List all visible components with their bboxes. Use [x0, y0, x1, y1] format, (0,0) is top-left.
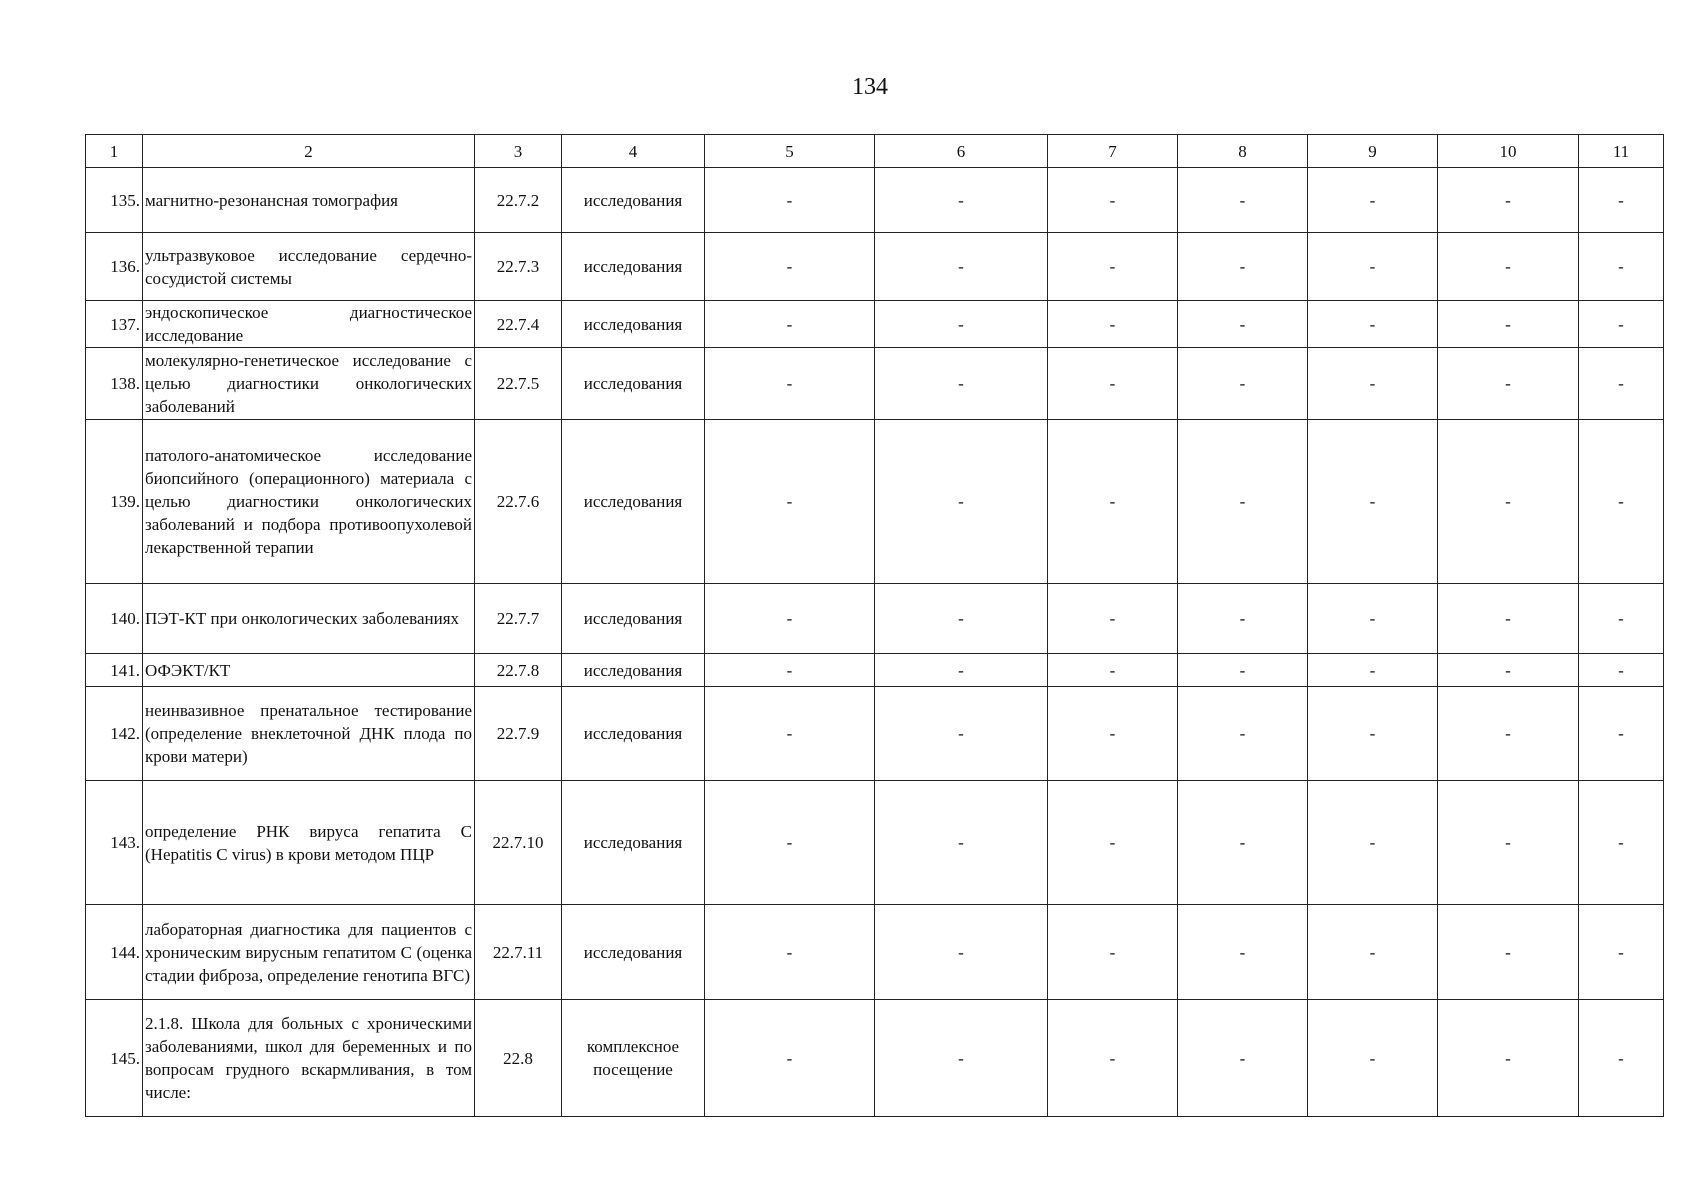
- value-cell: -: [1579, 168, 1664, 233]
- service-name-cell: магнитно-резонансная томография: [143, 168, 475, 233]
- value-cell: -: [1438, 687, 1579, 781]
- table-row: [86, 654, 1664, 687]
- header-row: [86, 135, 1664, 168]
- value-cell: -: [1178, 781, 1308, 905]
- value-cell: -: [1178, 168, 1308, 233]
- row-number-cell: 137.: [86, 301, 143, 348]
- unit-cell: исследования: [562, 233, 705, 301]
- value-cell: -: [875, 168, 1048, 233]
- value-cell: -: [875, 687, 1048, 781]
- data-table: [85, 134, 1664, 1117]
- unit-cell: комплексное посещение: [562, 1000, 705, 1117]
- value-cell: -: [705, 420, 875, 584]
- unit-cell: исследования: [562, 654, 705, 687]
- value-cell: -: [705, 687, 875, 781]
- value-cell: -: [875, 905, 1048, 1000]
- code-cell: 22.8: [475, 1000, 562, 1117]
- unit-cell: исследования: [562, 348, 705, 420]
- value-cell: -: [1438, 1000, 1579, 1117]
- value-cell: -: [1178, 420, 1308, 584]
- header-cell: 7: [1048, 135, 1178, 168]
- row-number-cell: 143.: [86, 781, 143, 905]
- value-cell: -: [1438, 301, 1579, 348]
- service-name-cell: лабораторная диагностика для пациентов с хроническим вирусным гепатитом С (оценка стадии фиброза, определение генотипа ВГС): [143, 905, 475, 1000]
- value-cell: -: [875, 584, 1048, 654]
- value-cell: -: [1438, 233, 1579, 301]
- code-cell: 22.7.5: [475, 348, 562, 420]
- row-number-cell: 135.: [86, 168, 143, 233]
- header-cell: 4: [562, 135, 705, 168]
- row-number-cell: 140.: [86, 584, 143, 654]
- service-name-cell: ОФЭКТ/КТ: [143, 654, 475, 687]
- header-cell: 6: [875, 135, 1048, 168]
- unit-cell: исследования: [562, 301, 705, 348]
- value-cell: -: [1048, 654, 1178, 687]
- value-cell: -: [1438, 905, 1579, 1000]
- value-cell: -: [1048, 420, 1178, 584]
- row-number-cell: 142.: [86, 687, 143, 781]
- unit-cell: исследования: [562, 168, 705, 233]
- value-cell: -: [1308, 781, 1438, 905]
- value-cell: -: [1579, 781, 1664, 905]
- value-cell: -: [1308, 905, 1438, 1000]
- code-cell: 22.7.6: [475, 420, 562, 584]
- value-cell: -: [1438, 348, 1579, 420]
- code-cell: 22.7.7: [475, 584, 562, 654]
- table-body: [86, 135, 1664, 1117]
- header-cell: 8: [1178, 135, 1308, 168]
- table-row: [86, 348, 1664, 420]
- value-cell: -: [1048, 584, 1178, 654]
- value-cell: -: [705, 233, 875, 301]
- value-cell: -: [1048, 687, 1178, 781]
- header-cell: 11: [1579, 135, 1664, 168]
- row-number-cell: 136.: [86, 233, 143, 301]
- unit-cell: исследования: [562, 584, 705, 654]
- header-cell: 2: [143, 135, 475, 168]
- value-cell: -: [1048, 168, 1178, 233]
- unit-cell: исследования: [562, 420, 705, 584]
- header-cell: 3: [475, 135, 562, 168]
- header-cell: 5: [705, 135, 875, 168]
- value-cell: -: [1178, 584, 1308, 654]
- header-cell: 1: [86, 135, 143, 168]
- value-cell: -: [1048, 781, 1178, 905]
- table-row: [86, 168, 1664, 233]
- value-cell: -: [705, 301, 875, 348]
- value-cell: -: [705, 781, 875, 905]
- service-name-cell: патолого-анатомическое исследование биопсийного (операционного) материала с целью диагностики онкологических заболеваний и подбора противоопухолевой лекарственной терапии: [143, 420, 475, 584]
- service-name-cell: ПЭТ-КТ при онкологических заболеваниях: [143, 584, 475, 654]
- service-name-cell: неинвазивное пренатальное тестирование (определение внеклеточной ДНК плода по крови матери): [143, 687, 475, 781]
- value-cell: -: [1178, 348, 1308, 420]
- value-cell: -: [1308, 687, 1438, 781]
- value-cell: -: [875, 1000, 1048, 1117]
- code-cell: 22.7.3: [475, 233, 562, 301]
- header-cell: 9: [1308, 135, 1438, 168]
- value-cell: -: [1579, 905, 1664, 1000]
- value-cell: -: [1178, 1000, 1308, 1117]
- value-cell: -: [1579, 654, 1664, 687]
- value-cell: -: [1579, 348, 1664, 420]
- table-row: [86, 233, 1664, 301]
- row-number-cell: 141.: [86, 654, 143, 687]
- service-name-cell: эндоскопическое диагностическое исследование: [143, 301, 475, 348]
- value-cell: -: [705, 168, 875, 233]
- value-cell: -: [1308, 420, 1438, 584]
- value-cell: -: [1579, 687, 1664, 781]
- row-number-cell: 144.: [86, 905, 143, 1000]
- code-cell: 22.7.4: [475, 301, 562, 348]
- value-cell: -: [1579, 420, 1664, 584]
- value-cell: -: [875, 233, 1048, 301]
- table-row: [86, 301, 1664, 348]
- value-cell: -: [875, 781, 1048, 905]
- value-cell: -: [1308, 233, 1438, 301]
- value-cell: -: [1579, 1000, 1664, 1117]
- value-cell: -: [705, 348, 875, 420]
- table-row: [86, 781, 1664, 905]
- code-cell: 22.7.11: [475, 905, 562, 1000]
- value-cell: -: [1308, 301, 1438, 348]
- service-name-cell: 2.1.8. Школа для больных с хроническими заболеваниями, школ для беременных и по вопросам грудного вскармливания, в том числе:: [143, 1000, 475, 1117]
- service-name-cell: определение РНК вируса гепатита С (Hepatitis C virus) в крови методом ПЦР: [143, 781, 475, 905]
- row-number-cell: 139.: [86, 420, 143, 584]
- value-cell: -: [1178, 905, 1308, 1000]
- value-cell: -: [705, 1000, 875, 1117]
- value-cell: -: [875, 348, 1048, 420]
- unit-cell: исследования: [562, 905, 705, 1000]
- value-cell: -: [1178, 301, 1308, 348]
- service-name-cell: молекулярно-генетическое исследование с целью диагностики онкологических заболеваний: [143, 348, 475, 420]
- service-name-cell: ультразвуковое исследование сердечно-сосудистой системы: [143, 233, 475, 301]
- unit-cell: исследования: [562, 781, 705, 905]
- table-row: [86, 420, 1664, 584]
- table-row: [86, 905, 1664, 1000]
- table-row: [86, 687, 1664, 781]
- value-cell: -: [1308, 654, 1438, 687]
- row-number-cell: 145.: [86, 1000, 143, 1117]
- value-cell: -: [1438, 420, 1579, 584]
- value-cell: -: [705, 654, 875, 687]
- code-cell: 22.7.9: [475, 687, 562, 781]
- code-cell: 22.7.8: [475, 654, 562, 687]
- header-cell: 10: [1438, 135, 1579, 168]
- value-cell: -: [1178, 233, 1308, 301]
- value-cell: -: [1178, 687, 1308, 781]
- value-cell: -: [1048, 1000, 1178, 1117]
- value-cell: -: [1048, 301, 1178, 348]
- value-cell: -: [1048, 905, 1178, 1000]
- value-cell: -: [1438, 781, 1579, 905]
- value-cell: -: [875, 420, 1048, 584]
- page-number: 134: [852, 74, 888, 100]
- value-cell: -: [1308, 584, 1438, 654]
- value-cell: -: [1308, 168, 1438, 233]
- value-cell: -: [1438, 654, 1579, 687]
- value-cell: -: [1308, 1000, 1438, 1117]
- code-cell: 22.7.10: [475, 781, 562, 905]
- value-cell: -: [705, 584, 875, 654]
- table-row: [86, 584, 1664, 654]
- value-cell: -: [1178, 654, 1308, 687]
- value-cell: -: [1579, 584, 1664, 654]
- value-cell: -: [1048, 348, 1178, 420]
- row-number-cell: 138.: [86, 348, 143, 420]
- value-cell: -: [875, 301, 1048, 348]
- value-cell: -: [1308, 348, 1438, 420]
- unit-cell: исследования: [562, 687, 705, 781]
- value-cell: -: [1438, 584, 1579, 654]
- value-cell: -: [705, 905, 875, 1000]
- value-cell: -: [1579, 301, 1664, 348]
- table-row: [86, 1000, 1664, 1117]
- value-cell: -: [1048, 233, 1178, 301]
- value-cell: -: [1438, 168, 1579, 233]
- code-cell: 22.7.2: [475, 168, 562, 233]
- value-cell: -: [875, 654, 1048, 687]
- value-cell: -: [1579, 233, 1664, 301]
